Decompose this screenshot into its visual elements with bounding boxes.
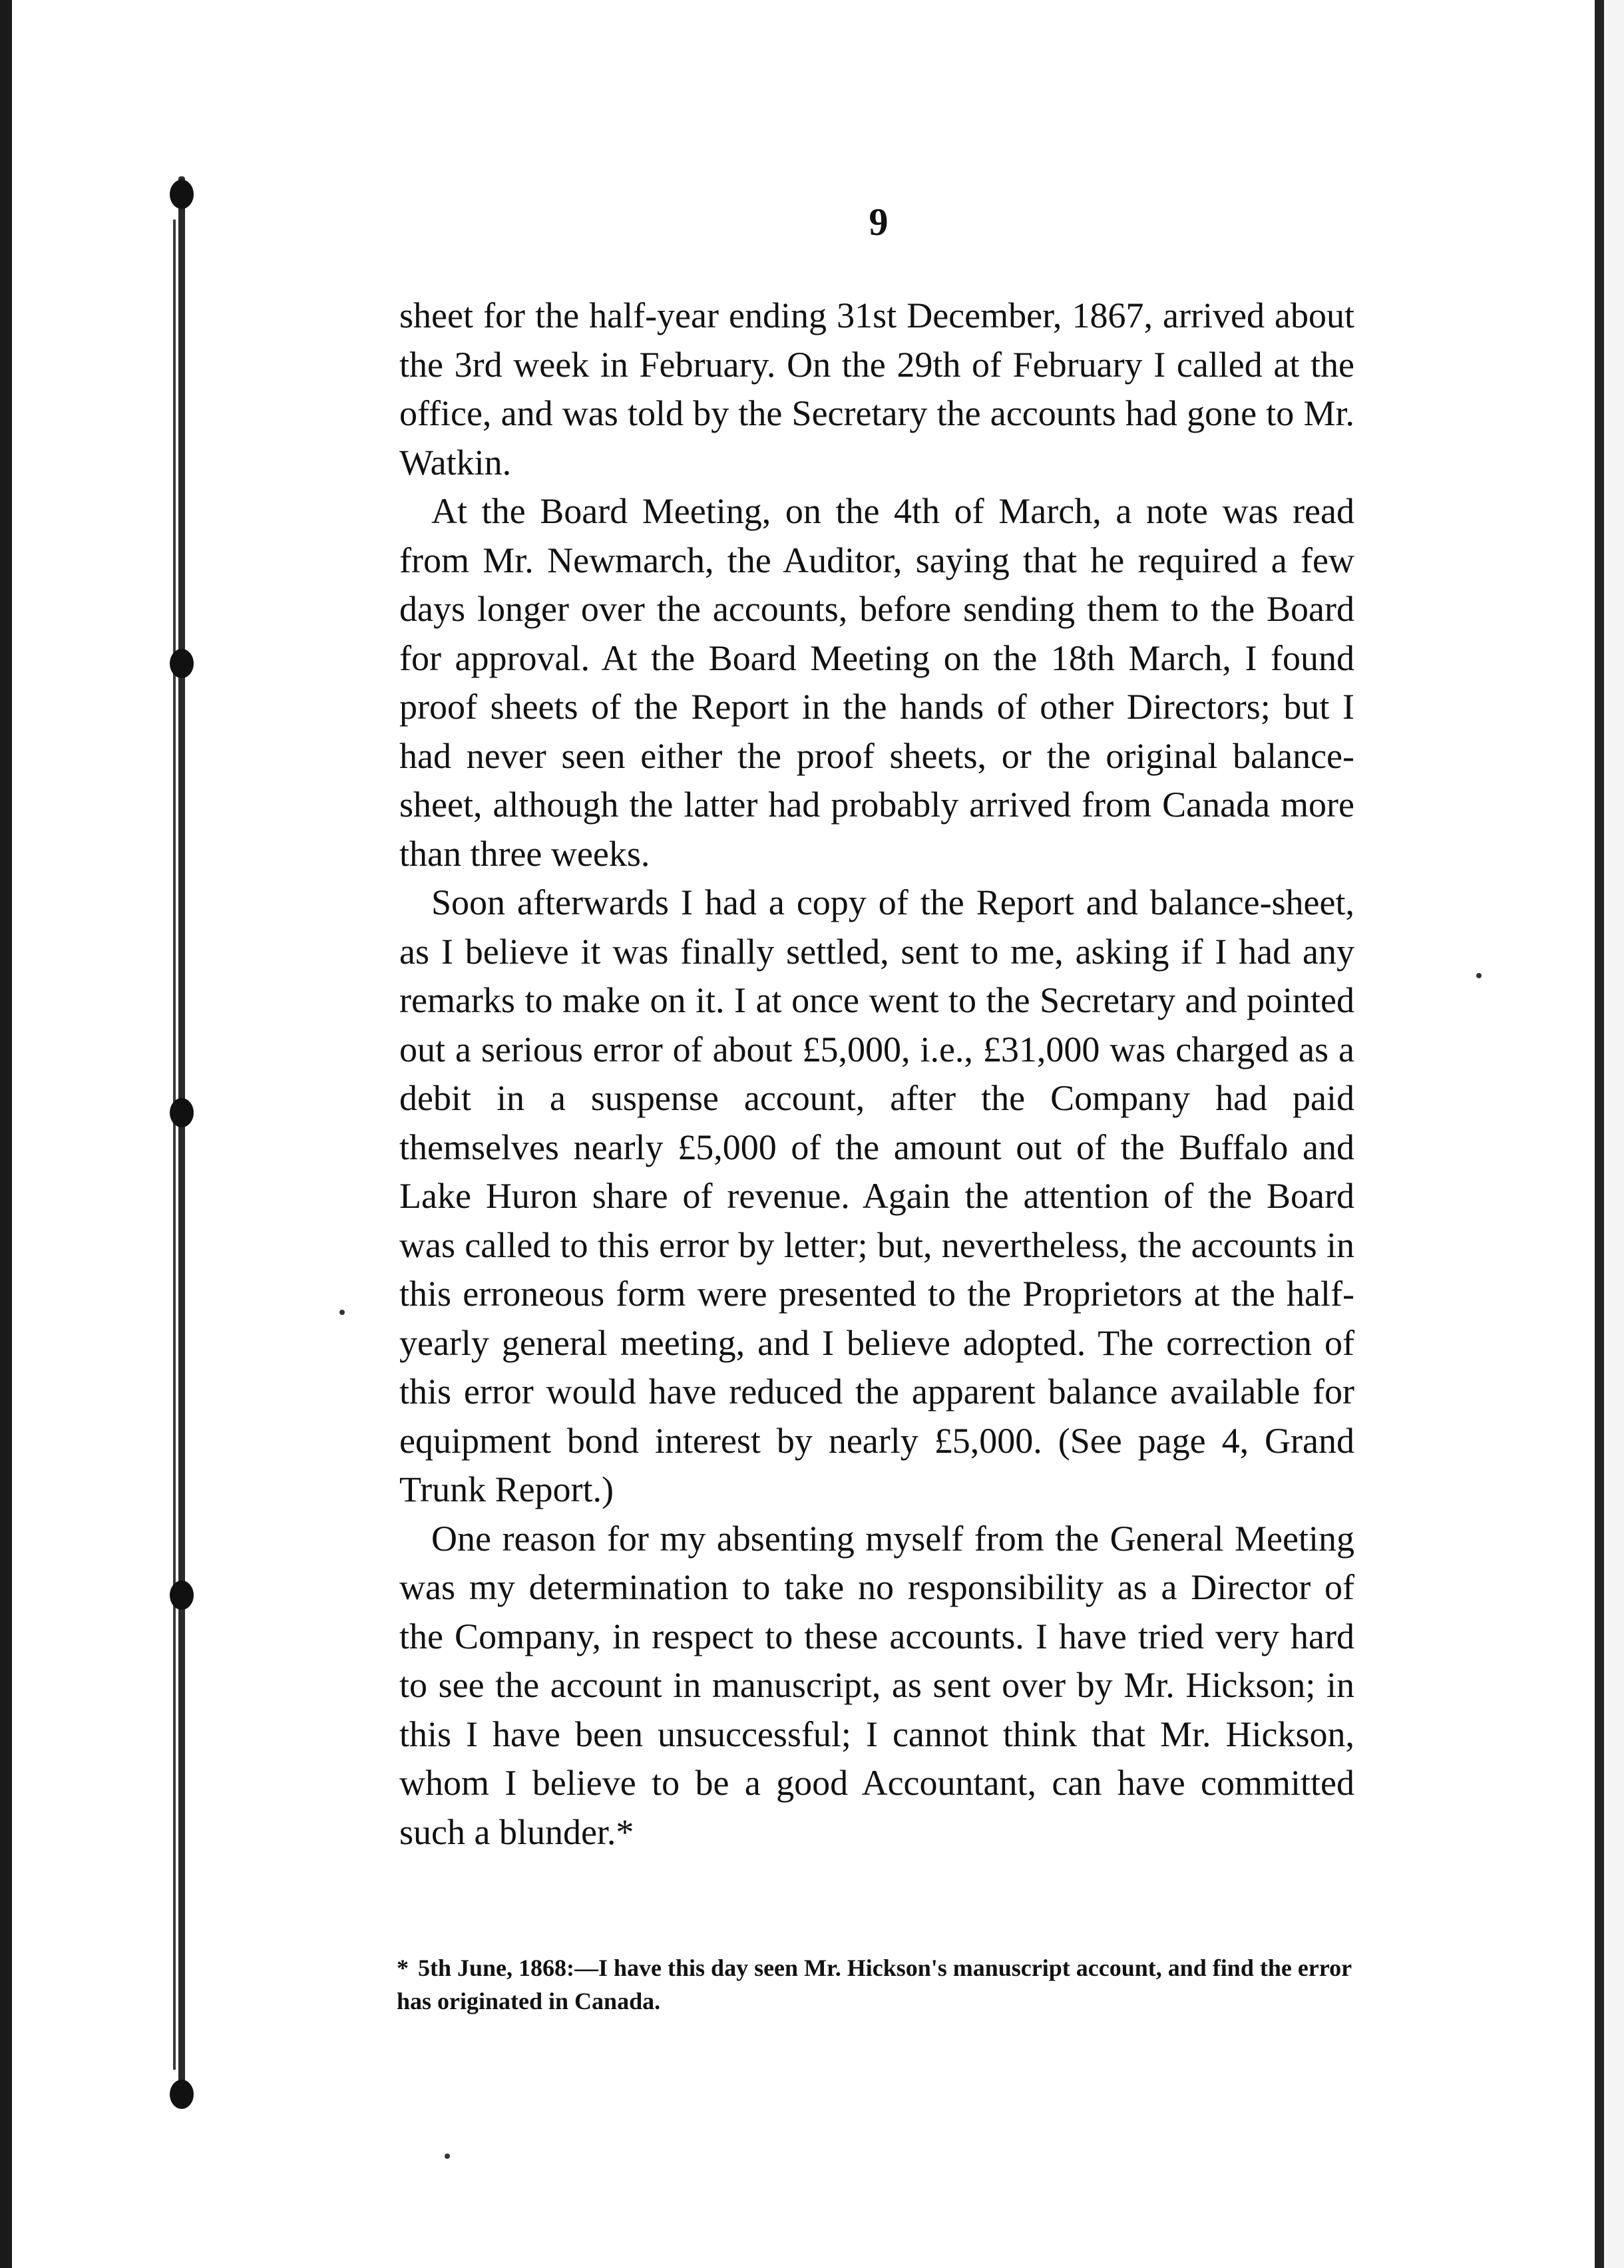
dust-speck	[445, 2154, 450, 2159]
paragraph: One reason for my absenting myself from the General Meeting was my determination to take no responsibility as a Director of the Company, in respect to these accounts. I have tried very hard to see the account in manuscript, as sent over by Mr. Hickson; in this I have been unsuccessful; I cannot think that Mr. Hickson, whom I believe to be a good Accountant, can have committed such a blunder.*	[399, 1518, 1354, 1852]
footnote-mark: *	[397, 1955, 409, 1981]
paragraph: sheet for the half-year ending 31st December, 1867, arrived about the 3rd week in February. On the 29th of February I called at the office, and was told by the Secretary the accounts had gone to Mr. Watkin.	[399, 295, 1354, 482]
scan-edge-left	[0, 0, 12, 2268]
footnote	[397, 1951, 1355, 2018]
dust-speck	[339, 1310, 345, 1315]
footnote-text: 5th June, 1868:—I have this day seen Mr. Hickson's manuscript account, and find the error has originated in Canada.	[397, 1955, 1352, 2014]
binding-knot	[170, 1098, 194, 1127]
scan-edge-right	[1595, 0, 1604, 2268]
paragraph: At the Board Meeting, on the 4th of March, a note was read from Mr. Newmarch, the Auditor, saying that he required a few days longer over the accounts, before sending them to the Board for approval. At the Board Meeting on the 18th March, I found proof sheets of the Report in the hands of other Directors; but I had never seen either the proof sheets, or the original balance-sheet, although the latter had probably arrived from Canada more than three weeks.	[399, 491, 1354, 874]
binding-cord	[178, 176, 185, 2100]
binding-thread	[173, 220, 176, 2070]
binding-knot	[170, 2080, 194, 2109]
paragraph: Soon afterwards I had a copy of the Report and balance-sheet, as I believe it was finally settled, sent to me, asking if I had any remarks to make on it. I at once went to the Secretary and pointed out a serious error of about £5,000, i.e., £31,000 was charged as a debit in a suspense account, after the Company had paid themselves nearly £5,000 of the amount out of the Buffalo and Lake Huron share of revenue. Again the attention of the Board was called to this error by letter; but, nevertheless, the accounts in this erroneous form were presented to the Proprietors at the half-yearly general meeting, and I believe adopted. The correction of this error would have reduced the apparent balance available for equipment bond interest by nearly £5,000. (See page 4, Grand Trunk Report.)	[399, 882, 1354, 1509]
page-number: 9	[869, 200, 889, 244]
binding-knot	[170, 649, 194, 678]
body-text	[399, 291, 1354, 1857]
binding-knot	[170, 1581, 194, 1610]
scan-edge-right-margin	[1604, 0, 1624, 2268]
dust-speck	[1476, 973, 1482, 978]
